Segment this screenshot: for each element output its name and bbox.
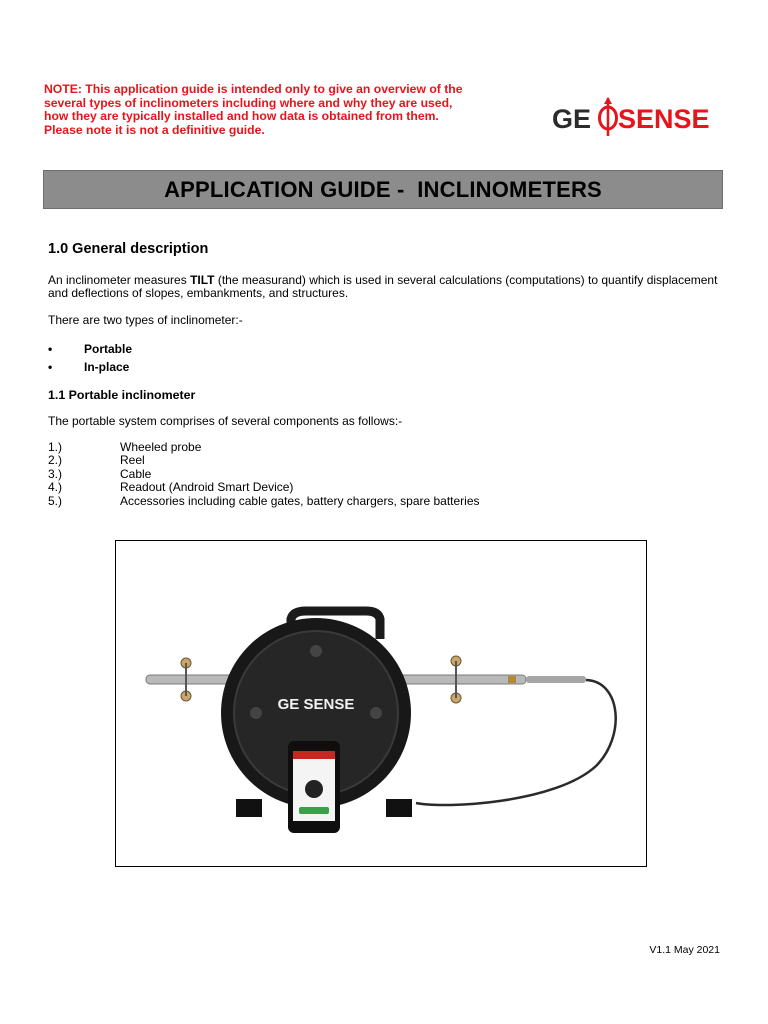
paragraph-description: An inclinometer measures TILT (the measurand) which is used in several calculations (computations) to quantify displacement and deflections of slopes, embankments, and structures.	[48, 273, 718, 301]
svg-text:GE SENSE: GE SENSE	[277, 696, 355, 713]
section-heading-portable: 1.1 Portable inclinometer	[48, 388, 196, 402]
svg-text:SENSE: SENSE	[618, 104, 710, 134]
android-readout-icon	[288, 741, 340, 833]
version-label: V1.1 May 2021	[649, 944, 720, 956]
svg-text:GE: GE	[552, 104, 592, 134]
document-title: APPLICATION GUIDE - INCLINOMETERS	[164, 176, 602, 202]
disclaimer-note: NOTE: This application guide is intended only to give an overview of the several types of inclinometers including where and why they are used, how they are typically installed and how data is obtained from them. Please note it is not a definitive guide.	[44, 82, 463, 137]
section-heading-general: 1.0 General description	[48, 241, 209, 257]
logo-emblem-icon	[600, 97, 617, 136]
bullet-icon: •	[48, 342, 53, 356]
geosense-logo	[552, 96, 722, 136]
title-banner	[43, 170, 723, 209]
paragraph-types: There are two types of inclinometer:-	[48, 313, 243, 327]
bullet-icon: •	[48, 360, 53, 374]
product-photo	[115, 540, 647, 867]
paragraph-components-intro: The portable system comprises of several components as follows:-	[48, 414, 403, 428]
cable-icon	[416, 680, 616, 805]
